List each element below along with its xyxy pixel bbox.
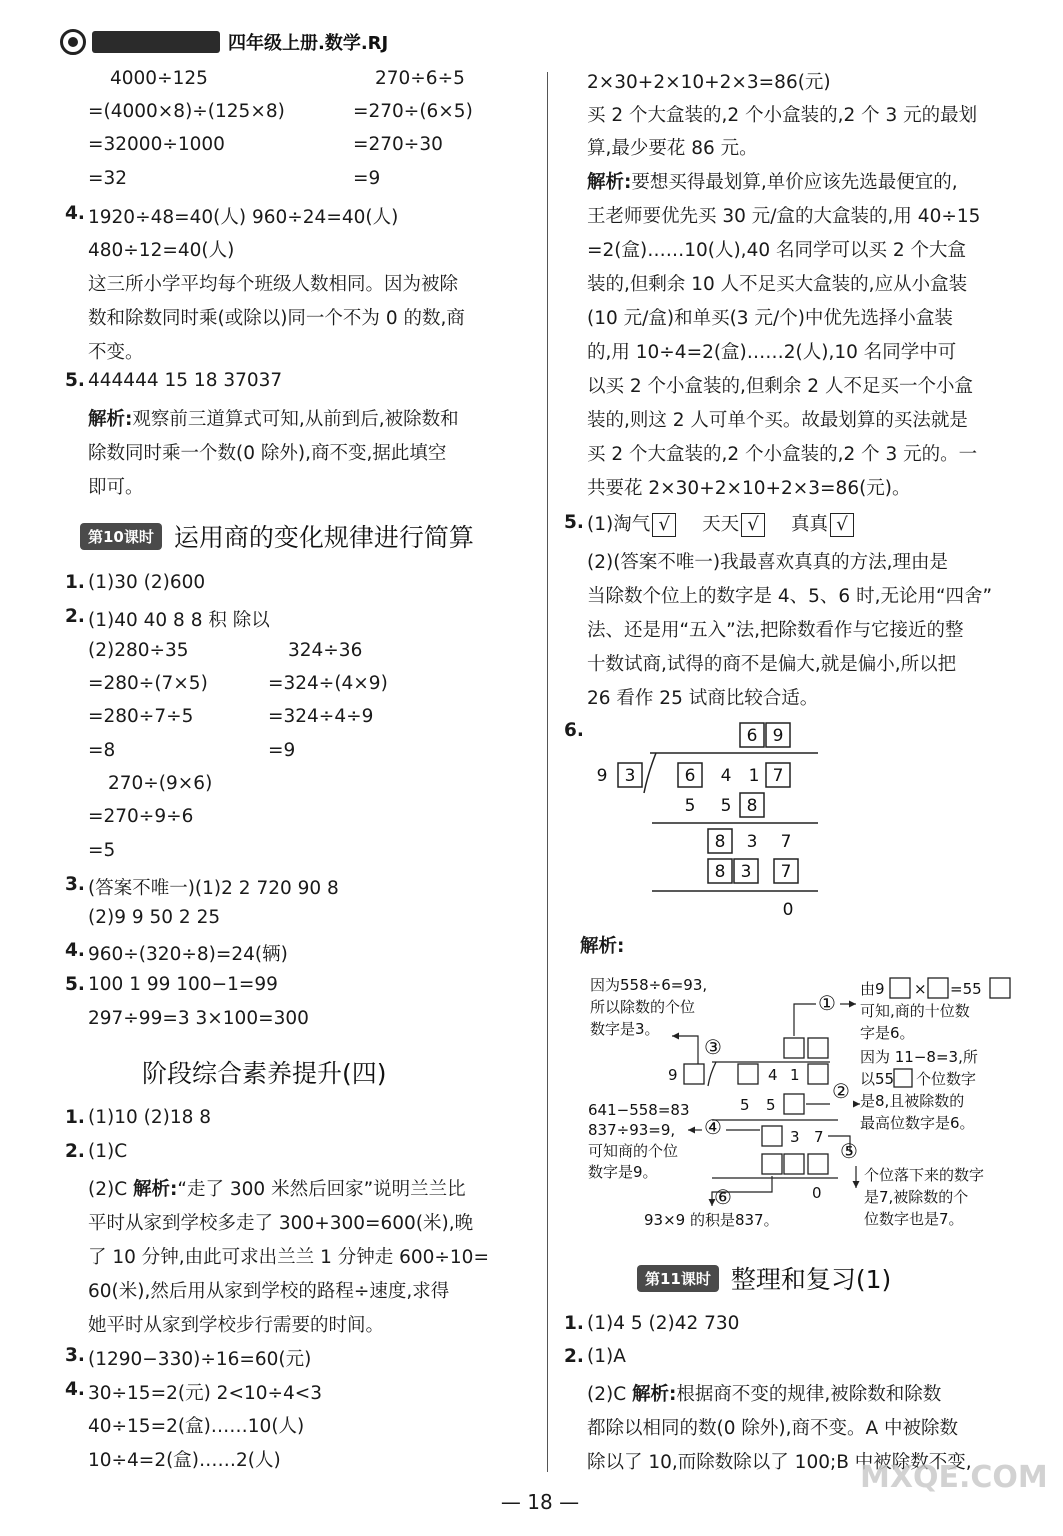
answer-line: 算,最少要花 86 元。 — [587, 138, 758, 159]
product-digit: 7 — [780, 862, 792, 882]
question-number: 2. — [65, 1141, 85, 1162]
calc-line: =280÷7÷5 — [88, 706, 194, 727]
remainder-digit: 8 — [714, 832, 726, 852]
answer-line: (答案不唯一)(1)2 2 720 90 8 — [88, 878, 339, 899]
analysis-text: 了 10 分钟,由此可求出兰兰 1 分钟走 600÷10= — [88, 1247, 489, 1268]
product-digit: 5 — [684, 796, 696, 816]
analysis-text: 的,用 10÷4=2(盒)……2(人),10 名同学中可 — [587, 342, 957, 363]
lesson-title: 整理和复习(1) — [730, 1265, 892, 1294]
answer-line: 2×30+2×10+2×3=86(元) — [587, 72, 831, 93]
calc-line: =9 — [268, 740, 296, 761]
answer-line: (1)40 40 8 8 积 除以 — [88, 610, 270, 631]
step-marker: ⑥ — [714, 1185, 732, 1209]
calc-line: =324÷4÷9 — [268, 706, 374, 727]
answer-line: 十数试商,试得的商不是偏大,就是偏小,所以把 — [587, 654, 957, 675]
product-digit: 3 — [740, 862, 752, 882]
quotient-digit: 6 — [746, 726, 758, 746]
analysis-text: “走了 300 米然后回家”说明兰兰比 — [177, 1179, 466, 1200]
answer-line: 1920÷48=40(人) 960÷24=40(人) — [88, 207, 399, 228]
diagram-digit: 4 — [768, 1066, 778, 1084]
question-number: 1. — [65, 572, 85, 593]
diagram-digit: 0 — [812, 1184, 822, 1202]
divisor-digit: 3 — [624, 766, 636, 786]
answer-line: 444444 15 18 37037 — [88, 370, 283, 391]
question-number: 3. — [65, 874, 85, 895]
analysis-text: 她平时从家到学校步行需要的时间。 — [88, 1315, 385, 1336]
analysis-text: 共要花 2×30+2×10+2×3=86(元)。 — [587, 478, 911, 499]
diagram-digit: 1 — [790, 1066, 800, 1084]
diagram-digit: 5 — [766, 1096, 776, 1114]
answer-line: (1290−330)÷16=60(元) — [88, 1349, 312, 1370]
answer-line: 当除数个位上的数字是 4、5、6 时,无论用“四舍” — [587, 586, 993, 607]
calc-line: =32000÷1000 — [88, 134, 225, 155]
answer-line: 不变。 — [88, 342, 144, 363]
analysis-text: 平时从家到学校多走了 300+300=600(米),晚 — [88, 1213, 474, 1234]
step-marker: ② — [832, 1079, 850, 1103]
note-text: 最高位数字是6。 — [860, 1114, 975, 1132]
lesson-badge: 第10课时 — [80, 523, 162, 550]
note-text: 由9 — [860, 980, 885, 998]
note-text: 字是6。 — [860, 1024, 915, 1042]
question-number: 5. — [564, 512, 584, 533]
dividend-digit: 7 — [772, 766, 784, 786]
analysis-text: 以买 2 个小盒装的,但剩余 2 人不足买一个小盒 — [587, 376, 973, 397]
step-marker: ⑤ — [840, 1139, 858, 1163]
note-text: =55 — [950, 980, 982, 998]
analysis-text: =2(盒)……10(人),40 名同学可以买 2 个大盒 — [587, 240, 967, 261]
option-tiantian: 天天 — [702, 514, 740, 535]
answer-line: 40÷15=2(盒)……10(人) — [88, 1416, 305, 1437]
question-number: 4. — [65, 203, 85, 224]
question-number: 6. — [564, 720, 584, 741]
analysis-text: 根据商不变的规律,被除数和除数 — [676, 1384, 942, 1405]
diagram-digit: 5 — [740, 1096, 750, 1114]
answer-line: 100 1 99 100−1=99 — [88, 974, 278, 995]
question-number: 2. — [65, 606, 85, 627]
note-text: 837÷93=9, — [588, 1121, 676, 1139]
analysis-label: 解析: — [587, 172, 632, 193]
calc-line: =270÷30 — [353, 134, 443, 155]
note-text: 可知商的个位 — [588, 1142, 679, 1160]
analysis-text: 除数同时乘一个数(0 除外),商不变,据此填空 — [88, 443, 447, 464]
calc-line: =(4000×8)÷(125×8) — [88, 101, 285, 122]
product-digit: 8 — [714, 862, 726, 882]
question-number: 5. — [65, 370, 85, 391]
page-number: — 18 — — [500, 1490, 580, 1514]
analysis-text: 买 2 个大盒装的,2 个小盒装的,2 个 3 元的。一 — [587, 444, 978, 465]
diagram-digit: 3 — [790, 1128, 800, 1146]
option-taoqi: (1)淘气 — [587, 514, 651, 535]
step-marker: ③ — [704, 1035, 722, 1059]
answer-line: 30÷15=2(元) 2<10÷4<3 — [88, 1383, 323, 1404]
question-number: 4. — [65, 1379, 85, 1400]
analysis-label: 解析: — [580, 936, 625, 957]
question-number: 1. — [65, 1107, 85, 1128]
lesson-title: 运用商的变化规律进行简算 — [173, 523, 474, 552]
note-text: 数字是9。 — [588, 1163, 658, 1181]
note-text: 所以除数的个位 — [590, 998, 696, 1016]
checkbox-taoqi: √ — [652, 513, 676, 537]
divisor-digit: 9 — [596, 766, 608, 786]
header-title: 四年级上册.数学.RJ — [228, 33, 389, 54]
note-text: 个位数字 — [916, 1070, 977, 1088]
answer-line: 480÷12=40(人) — [88, 240, 235, 261]
calc-line: 270÷6÷5 — [375, 68, 465, 89]
checkbox-tiantian: √ — [741, 513, 765, 537]
note-text: 641−558=83 — [588, 1101, 690, 1119]
answer-part: (2)C — [88, 1179, 134, 1200]
note-text: 是8,且被除数的 — [860, 1092, 965, 1110]
analysis-text: 除以了 10,而除数除以了 100;B 中被除数不变, — [587, 1452, 972, 1473]
question-number: 1. — [564, 1313, 584, 1334]
question-number: 5. — [65, 974, 85, 995]
right-column-lesson11 — [564, 0, 1047, 1536]
answer-line: 买 2 个大盒装的,2 个小盒装的,2 个 3 元的最划 — [587, 105, 978, 126]
calc-line: =8 — [88, 740, 116, 761]
step-marker: ④ — [704, 1115, 722, 1139]
calc-line: =5 — [88, 840, 116, 861]
lesson-badge: 第11课时 — [637, 1265, 719, 1292]
answer-line: (1)4 5 (2)42 730 — [587, 1313, 740, 1334]
product-digit: 5 — [720, 796, 732, 816]
remainder-digit: 3 — [746, 832, 758, 852]
diagram-digit: 9 — [668, 1066, 678, 1084]
question-number: 4. — [65, 940, 85, 961]
diagram-digit: 7 — [814, 1128, 824, 1146]
analysis-text: 装的,但剩余 10 人不足买大盒装的,应从小盒装 — [587, 274, 968, 295]
analysis-text: 即可。 — [88, 477, 144, 498]
answer-line: (1)A — [587, 1346, 626, 1367]
calc-line: (2)280÷35 — [88, 640, 189, 661]
dividend-digit: 1 — [748, 766, 760, 786]
note-text: 因为558÷6=93, — [590, 976, 708, 994]
analysis-label: 解析: — [133, 1179, 178, 1200]
analysis-text: 装的,则这 2 人可单个买。故最划算的买法就是 — [587, 410, 968, 431]
option-zhenzhen: 真真 — [791, 514, 829, 535]
answer-line: 297÷99=3 3×100=300 — [88, 1008, 309, 1029]
answer-line: 数和除数同时乘(或除以)同一个不为 0 的数,商 — [88, 308, 465, 329]
analysis-text: 都除以相同的数(0 除外),商不变。A 中被除数 — [587, 1418, 959, 1439]
note-text: 因为 11−8=3,所 — [860, 1048, 978, 1066]
final-remainder: 0 — [782, 900, 794, 920]
brand-logo-icon — [60, 29, 86, 55]
analysis-text: 王老师要优先买 30 元/盒的大盒装的,用 40÷15 — [587, 206, 981, 227]
note-text: 个位落下来的数字 — [864, 1166, 985, 1184]
answer-line: 这三所小学平均每个班级人数相同。因为被除 — [88, 274, 459, 295]
answer-line: 10÷4=2(盒)……2(人) — [88, 1450, 281, 1471]
note-text: 数字是3。 — [590, 1020, 660, 1038]
calc-line: =9 — [353, 168, 381, 189]
calc-line: =32 — [88, 168, 128, 189]
question-number: 2. — [564, 1346, 584, 1367]
calc-line: 270÷(9×6) — [108, 773, 213, 794]
question-number: 3. — [65, 1345, 85, 1366]
answer-part: (2)C — [587, 1384, 633, 1405]
answer-line: (1)C — [88, 1141, 128, 1162]
stage-section-title: 阶段综合素养提升(四) — [142, 1059, 387, 1088]
analysis-text: 60(米),然后用从家到学校的路程÷速度,求得 — [88, 1281, 450, 1302]
remainder-digit: 7 — [780, 832, 792, 852]
analysis-label: 解析: — [88, 409, 133, 430]
analysis-label: 解析: — [632, 1384, 677, 1405]
calc-line: 324÷36 — [288, 640, 363, 661]
note-text: 93×9 的积是837。 — [644, 1211, 779, 1229]
calc-line: =324÷(4×9) — [268, 673, 388, 694]
answer-line: 法、还是用“五入”法,把除数看作与它接近的整 — [587, 620, 964, 641]
calc-line: =270÷(6×5) — [353, 101, 473, 122]
calc-line: =270÷9÷6 — [88, 806, 194, 827]
left-column-stage — [65, 0, 538, 1536]
analysis-text: 观察前三道算式可知,从前到后,被除数和 — [132, 409, 459, 430]
answer-line: 26 看作 25 试商比较合适。 — [587, 688, 819, 709]
note-text: 是7,被除数的个 — [864, 1188, 969, 1206]
note-text: × — [914, 980, 927, 998]
quotient-digit: 9 — [772, 726, 784, 746]
note-text: 位数字也是7。 — [864, 1210, 964, 1228]
note-text: 可知,商的十位数 — [860, 1002, 970, 1020]
column-divider — [547, 72, 548, 1472]
answer-line: (2)9 9 50 2 25 — [88, 907, 221, 928]
note-text: 以55 — [860, 1070, 895, 1088]
checkbox-zhenzhen: √ — [830, 513, 854, 537]
calc-line: 4000÷125 — [110, 68, 208, 89]
analysis-text: (10 元/盒)和单买(3 元/个)中优先选择小盒装 — [587, 308, 953, 329]
dividend-digit: 4 — [720, 766, 732, 786]
dividend-digit: 6 — [684, 766, 696, 786]
calc-line: =280÷(7×5) — [88, 673, 208, 694]
answer-line: (1)30 (2)600 — [88, 572, 206, 593]
product-digit: 8 — [746, 796, 758, 816]
answer-line: (2)(答案不唯一)我最喜欢真真的方法,理由是 — [587, 552, 949, 573]
answer-line: 960÷(320÷8)=24(辆) — [88, 944, 288, 965]
watermark: MXQE.COM — [860, 1460, 1048, 1495]
analysis-text: 要想买得最划算,单价应该先选最便宜的, — [631, 172, 958, 193]
step-marker: ① — [818, 991, 836, 1015]
answer-line: (1)10 (2)18 8 — [88, 1107, 212, 1128]
